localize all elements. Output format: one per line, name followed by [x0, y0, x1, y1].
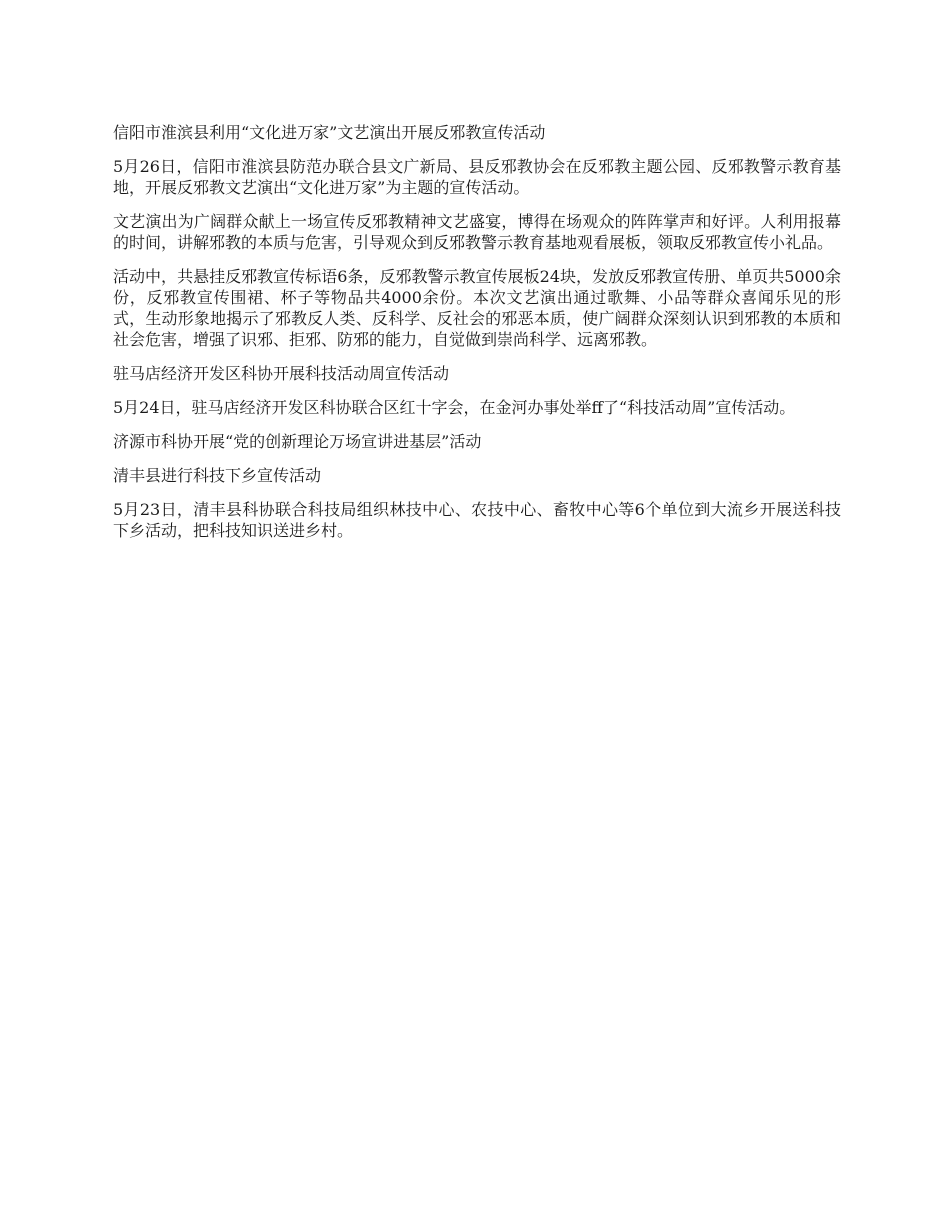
document-page	[113, 122, 841, 554]
article-heading-huaibin: 信阳市淮滨县利用“文化进万家”文艺演出开展反邪教宣传活动	[113, 123, 546, 142]
paragraph-qingfeng-event: 5月23日，清丰县科协联合科技局组织林技中心、农技中心、畜牧中心等6个单位到大流乡开展送科技下乡活动，把科技知识送进乡村。	[113, 500, 841, 540]
paragraph-huaibin-details: 活动中，共悬挂反邪教宣传标语6条，反邪教警示教宣传展板24块，发放反邪教宣传册、单页共5000余份，反邪教宣传围裙、杯子等物品共4000余份。本次文艺演出通过歌舞、小品等群众喜闻乐见的形式，生动形象地揭示了邪教反人类、反科学、反社会的邪恶本质，使广阔群众深刻认识到邪教的本质和社会危害，增强了识邪、拒邪、防邪的能力，自觉做到崇尚科学、远离邪教。	[113, 267, 841, 349]
article-heading-zhumadian: 驻马店经济开发区科协开展科技活动周宣传活动	[113, 364, 450, 383]
article-heading-jiyuan: 济源市科协开展“党的创新理论万场宣讲进基层”活动	[113, 432, 482, 451]
paragraph-huaibin-performance: 文艺演出为广阔群众献上一场宣传反邪教精神文艺盛宴，博得在场观众的阵阵掌声和好评。人利用报幕的时间，讲解邪教的本质与危害，引导观众到反邪教警示教育基地观看展板，领取反邪教宣传小礼品。	[113, 212, 841, 252]
article-heading-qingfeng: 清丰县进行科技下乡宣传活动	[113, 466, 322, 485]
paragraph-huaibin-event: 5月26日，信阳市淮滨县防范办联合县文广新局、县反邪教协会在反邪教主题公园、反邪教警示教育基地，开展反邪教文艺演出“文化进万家”为主题的宣传活动。	[113, 157, 841, 197]
paragraph-zhumadian-event: 5月24日，驻马店经济开发区科协联合区红十字会，在金河办事处举ff了“科技活动周”宣传活动。	[113, 398, 796, 417]
